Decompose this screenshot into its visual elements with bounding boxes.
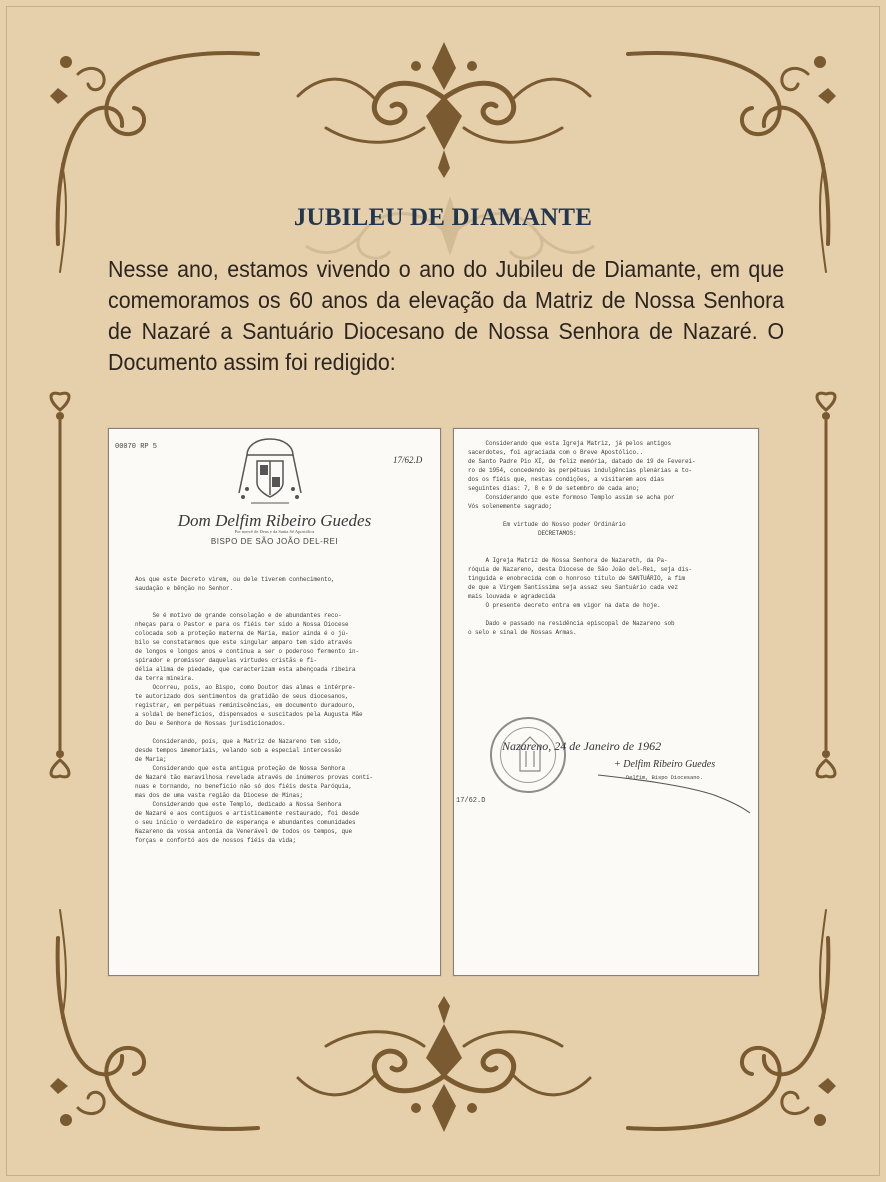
document-line: Aos que este Decreto virem, ou dele tiverem conhecimento, <box>135 576 335 583</box>
document-line <box>468 610 696 619</box>
document-line: forças e confortó aos de nossos fiéis da vida; <box>135 837 297 844</box>
episcopal-seal-stamp <box>490 717 566 793</box>
signature-caption: Delfim, Bispo Diocesano. <box>626 774 703 781</box>
decree-body-text <box>468 439 696 637</box>
episcopal-coat-of-arms <box>237 433 303 507</box>
document-line: de Santo Padre Pio XI, de feliz memória, datado de 19 de Feverei- <box>468 458 696 465</box>
document-line: nheças para o Pastor e para os fiéis ter sido a Nossa Diocese <box>135 621 349 628</box>
document-line <box>468 538 696 547</box>
decree-body-text <box>135 575 373 845</box>
document-line: Considerando que este Templo, dedicado a Nossa Senhora <box>135 801 342 808</box>
place-and-date: Nazareno, 24 de Janeiro de 1962 <box>502 739 662 753</box>
right-side-ornament <box>810 390 842 780</box>
document-line <box>468 547 696 556</box>
document-line: spirador e promissor daquelas virtudes cristãs e fi- <box>135 657 318 664</box>
document-line: Considerando que esta antigua proteção de Nossa Senhora <box>135 765 346 772</box>
top-right-corner-ornament <box>618 44 838 274</box>
left-side-ornament <box>44 390 76 780</box>
bottom-center-ornament <box>286 996 602 1136</box>
page-title: JUBILEU DE DIAMANTE <box>293 204 593 231</box>
document-line: de Nazaré tão maravilhosa revelada através de inúmeros provas contí- <box>135 774 374 781</box>
document-line: O presente decreto entra em vigor na data de hoje. <box>468 602 661 609</box>
document-line: seguintes dias: 7, 8 e 9 de setembro de cada ano; <box>468 485 640 492</box>
document-line: A Igreja Matriz de Nossa Senhora de Nazareth, da Pa- <box>468 557 668 564</box>
top-left-corner-ornament <box>48 44 268 274</box>
document-line: saudação e bênção no Senhor. <box>135 585 234 592</box>
document-line: Nazareno da vossa antonia da Venerável de todos os tempos, que <box>135 828 353 835</box>
document-line: o selo e sinal de Nossas Armas. <box>468 629 577 636</box>
document-line: de que a Virgem Santíssima seja assaz seu Santuário cada vez <box>468 584 679 591</box>
decree-page-2 <box>453 428 759 976</box>
document-line <box>468 511 696 520</box>
document-line: do Deu e Senhora de Nossas jurisdicionados. <box>135 720 286 727</box>
handwritten-reference: 17/62.D <box>393 455 423 465</box>
document-line: de Maria; <box>135 756 167 763</box>
document-line: Considerando que esta Igreja Matriz, já pelos antigos <box>468 440 672 447</box>
document-line: registrar, em perpétuas reminiscências, em documento duradouro, <box>135 702 356 709</box>
document-line: de Nazaré e aos contíguos e artisticamente restaurado, foi desde <box>135 810 360 817</box>
document-line: DECRETAMOS: <box>468 530 577 537</box>
document-line: a soldal de benefícios, dispensados e suscitados pela Augusta Mãe <box>135 711 363 718</box>
issuer-title: BISPO DE SÃO JOÃO DEL-REI <box>210 537 339 546</box>
document-line: tinguida e enobrecida com o honroso título de SANTUÁRIO, a fim <box>468 575 686 582</box>
document-line: nuas e tornando, no benefício não só dos fiéis desta Paróquia, <box>135 783 353 790</box>
document-line <box>135 593 373 602</box>
document-line: délia alima de piedade, que caracterizam esta abençoada ribeira <box>135 666 356 673</box>
document-line <box>135 728 373 737</box>
bishop-signature: + Delfim Ribeiro Guedes <box>614 759 716 770</box>
issuer-subtitle: Por mercê de Deus e da Santa Sé Apostólica <box>234 529 315 534</box>
document-line <box>135 602 373 611</box>
issuer-name: Dom Delfim Ribeiro Guedes <box>177 511 372 530</box>
document-reference: 00070 RP 5 <box>115 443 158 451</box>
document-line: te autorizado dos sentimentos da gratidão de seus diocesanos, <box>135 693 349 700</box>
document-line: mas dos de uma vasta região da Diocese de Minas; <box>135 792 304 799</box>
document-line: Dado e passado na residência episcopal de Nazareno sob <box>468 620 675 627</box>
document-line: dos os fiéis que, nestas condições, a visitarem aos dias <box>468 476 665 483</box>
intro-paragraph: Nesse ano, estamos vivendo o ano do Jubileu de Diamante, em que comemoramos os 60 anos da elevação da Matriz de Nossa Senhora de Nazaré a Santuário Diocesano de Nossa Senhora de Nazaré. O Documento assim foi redigido: <box>108 256 785 375</box>
document-line: de longos e longos anos e continua a ser o poderoso fermento in- <box>135 648 360 655</box>
document-line: Considerando que este formoso Templo assim se acha por <box>468 494 675 501</box>
signature-flourish <box>594 765 754 815</box>
document-line: da terra mineira. <box>135 675 195 682</box>
top-center-ornament <box>286 38 602 178</box>
document-line: Considerando, pois, que a Matriz de Nazareno tem sido, <box>135 738 342 745</box>
document-reference-bottom: 17/62.D <box>456 797 486 805</box>
document-line: Se é motivo de grande consolação e de abundantes reco- <box>135 612 342 619</box>
document-line: bilo se constatarmos que este singular amparo tem sido através <box>135 639 353 646</box>
document-line: Vós solenemente sagrado; <box>468 503 553 510</box>
document-line: róquia de Nazareno, desta Diocese de São João del-Rei, seja dis- <box>468 566 693 573</box>
document-line: Ocorreu, pois, ao Bispo, como Doutor das almas e intérpre- <box>135 684 356 691</box>
document-line: colocada sob a proteção materna de Maria, maior ainda é o jú- <box>135 630 349 637</box>
document-line: mais louvada e agradecida <box>468 593 556 600</box>
document-line: sacerdotes, foi agraciada com o Breve Apostólico.. <box>468 449 644 456</box>
document-line: ro de 1954, concedendo às perpétuas indulgências plenárias a to- <box>468 467 693 474</box>
decree-page-1 <box>108 428 441 976</box>
document-line: Em virtude do Nosso poder Ordinário <box>468 521 626 528</box>
document-line: o seu início o verdadeiro de esperança e abundantes comunidades <box>135 819 356 826</box>
document-line: desde tempos imemoriais, velando sob a especial intercessão <box>135 747 342 754</box>
